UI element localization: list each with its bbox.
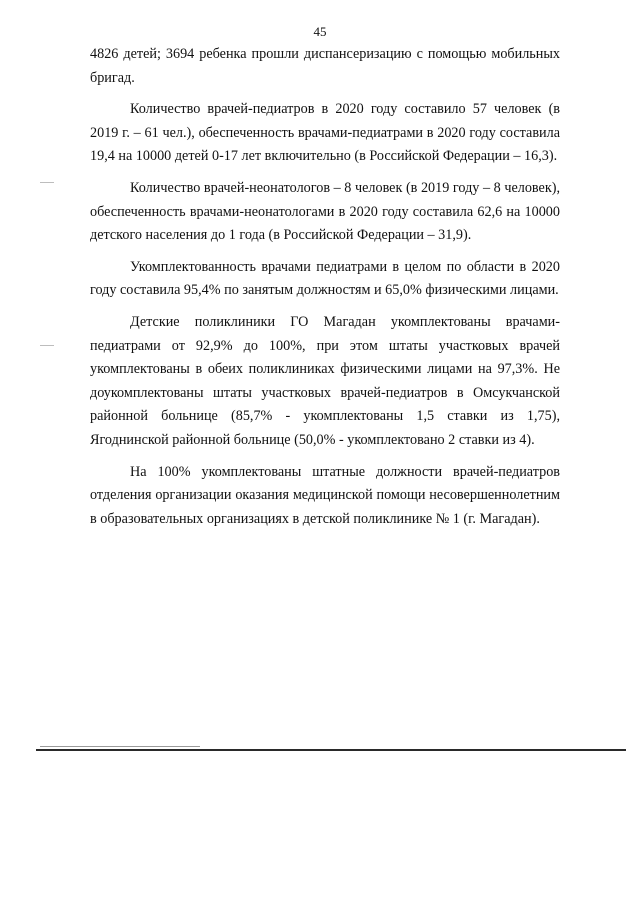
footer-rule-faint [40, 746, 200, 747]
page-body [90, 43, 560, 531]
scan-mark [40, 345, 54, 346]
paragraph-4: Укомплектованность врачами педиатрами в целом по области в 2020 году составила 95,4% по занятым должностям и 65,0% физическими лицами. [90, 258, 560, 299]
paragraph-1: 4826 детей; 3694 ребенка прошли диспансеризацию с помощью мобильных бригад. [90, 46, 560, 86]
paragraph-5: Детские поликлиники ГО Магадан укомплектованы врачами-педиатрами от 92,9% до 100%, при этом штаты участковых врачей укомплектованы в обеих поликлиниках физическими лицами на 97,3%. Не доукомплектованы штаты участковых врачей-педиатров в Омсукчанской районной больнице (85,7% - укомплектованы 1,5 ставки из 1,75), Ягоднинской районной больнице (50,0% - укомплектовано 2 ставки из 4). [90, 313, 560, 448]
paragraph-6: На 100% укомплектованы штатные должности врачей-педиатров отделения организации оказания медицинской помощи несовершеннолетним в образовательных организациях в детской поликлинике № 1 (г. Магадан). [90, 463, 560, 527]
paragraph-2: Количество врачей-педиатров в 2020 году составило 57 человек (в 2019 г. – 61 чел.), обеспеченность врачами-педиатрами в 2020 году составила 19,4 на 10000 детей 0-17 лет включительно (в Российской Федерации – 16,3). [90, 101, 560, 165]
page-number: 45 [313, 24, 327, 39]
paragraph-3: Количество врачей-неонатологов – 8 человек (в 2019 году – 8 человек), обеспеченность врачами-неонатологами в 2020 году составила 62,6 на 10000 детского населения до 1 года (в Российской Федерации – 31,9). [90, 179, 560, 244]
footer-rule [36, 749, 626, 751]
scan-mark [40, 182, 54, 183]
